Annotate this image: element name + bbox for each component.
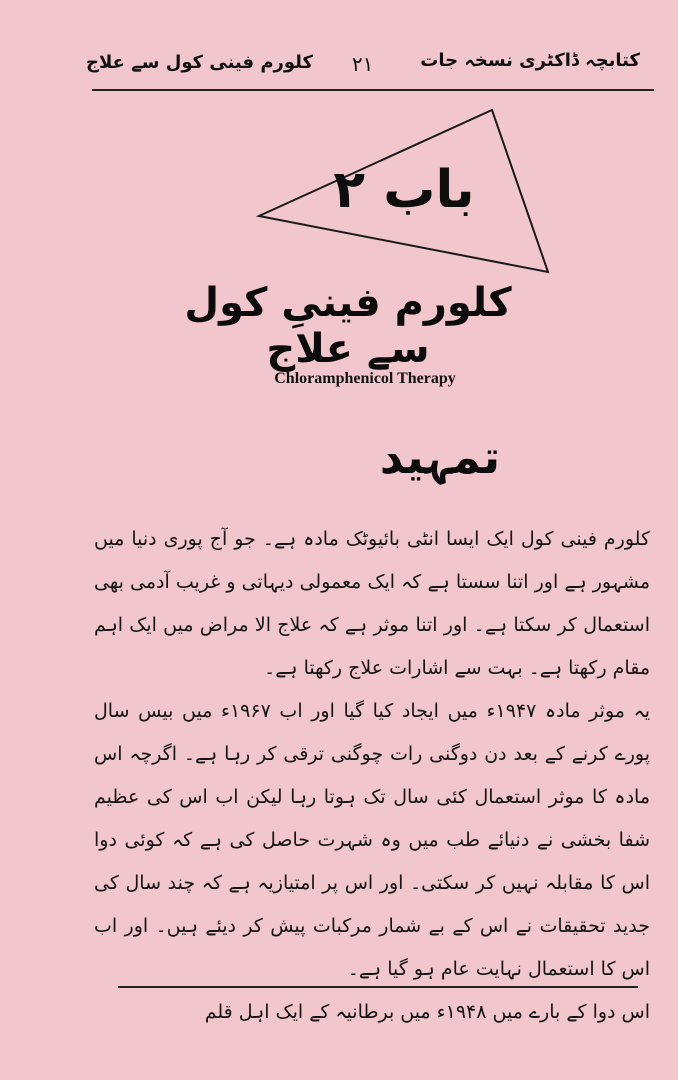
- book-title: کتابچہ ڈاکٹری نسخہ جات: [420, 50, 640, 71]
- chapter-label: باب ۲: [333, 160, 475, 220]
- chapter-badge: [254, 104, 554, 276]
- page-number: ۲۱: [351, 52, 374, 76]
- page-header: [86, 44, 640, 88]
- footnote-rule: [118, 986, 638, 988]
- header-rule: [92, 89, 654, 91]
- body-text: [94, 518, 650, 1034]
- paragraph: اس دوا کے بارے میں ۱۹۴۸ء میں برطانیہ کے ایک اہل قلم: [204, 1001, 650, 1023]
- paragraph: یہ موثر مادہ ۱۹۴۷ء میں ایجاد کیا گیا اور اب ۱۹۶۷ء میں بیس سال پورے کرنے کے بعد دن دوگنی رات چوگنی ترقی کر رہا ہے۔ اگرچہ اس مادہ کا موثر استعمال کئی سال تک ہوتا رہا لیکن اب اس کی عظیم شفا بخشی نے دنیائے طب میں وہ شہرت حاصل کی ہے کہ کوئی دوا اس کا مقابلہ نہیں کر سکتی۔ اور اس پر امتیازیہ ہے کہ چند سال کی جدید تحقیقات نے اس کے بے شمار مرکبات پیش کر دیئے ہیں۔ اور اب اس کا استعمال نہایت عام ہو گیا ہے۔: [94, 700, 650, 980]
- chapter-running-title: کلورم فینی کول سے علاج: [86, 52, 313, 73]
- paragraph: کلورم فینی کول ایک ایسا انٹی بائیوٹک مادہ ہے۔ جو آج پوری دنیا میں مشہور ہے اور اتنا سستا ہے کہ ایک معمولی دیہاتی و غریب آدمی بھی استعمال کر سکتا ہے۔ اور اتنا موثر ہے کہ علاج الا مراض میں ایک اہم مقام رکھتا ہے۔ بہت سے اشارات علاج رکھتا ہے۔: [94, 528, 650, 679]
- chapter-title-english: Chloramphenicol Therapy: [274, 370, 456, 387]
- chapter-title: کلورم فینیِ کول سے علاج: [184, 280, 512, 372]
- section-heading: تمہید: [379, 430, 501, 484]
